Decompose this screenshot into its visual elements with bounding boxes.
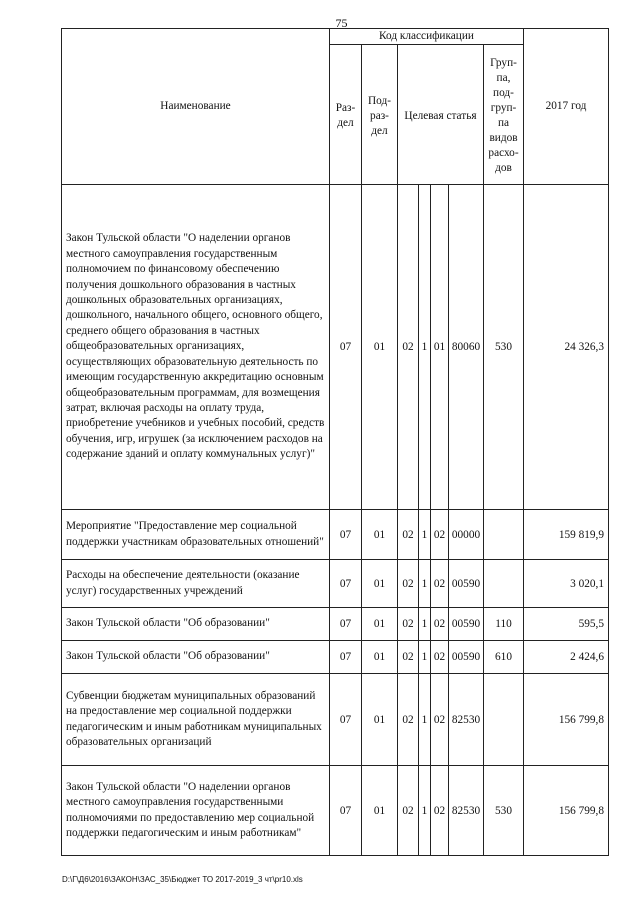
cell-razdel: 07 bbox=[330, 608, 362, 641]
cell-t4: 00590 bbox=[449, 641, 484, 674]
cell-name: Закон Тульской области "Об образовании" bbox=[62, 608, 330, 641]
cell-amount: 24 326,3 bbox=[524, 185, 609, 510]
header-code: Код классификации bbox=[330, 29, 524, 45]
cell-razdel: 07 bbox=[330, 766, 362, 856]
table-row bbox=[62, 608, 609, 641]
cell-amount: 3 020,1 bbox=[524, 560, 609, 608]
cell-name: Субвенции бюджетам муниципальных образований на предоставление мер социальной поддержки педагогическим и иным работникам муниципальных образовательных организаций bbox=[62, 674, 330, 766]
cell-t3: 02 bbox=[431, 766, 449, 856]
cell-podrazdel: 01 bbox=[362, 608, 398, 641]
cell-t2: 1 bbox=[419, 510, 431, 560]
cell-t3: 02 bbox=[431, 674, 449, 766]
cell-t1: 02 bbox=[398, 185, 419, 510]
cell-t2: 1 bbox=[419, 674, 431, 766]
table-row bbox=[62, 674, 609, 766]
header-razdel: Раз- дел bbox=[330, 45, 362, 185]
cell-name: Закон Тульской области "О наделении органов местного самоуправления государственными полномочиями по предоставлению мер социальной поддержки педагогическим и иным работникам" bbox=[62, 766, 330, 856]
cell-t2: 1 bbox=[419, 560, 431, 608]
cell-podrazdel: 01 bbox=[362, 766, 398, 856]
budget-table bbox=[61, 28, 609, 856]
cell-group bbox=[484, 674, 524, 766]
cell-podrazdel: 01 bbox=[362, 560, 398, 608]
header-podrazdel: Под- раз- дел bbox=[362, 45, 398, 185]
cell-podrazdel: 01 bbox=[362, 510, 398, 560]
header-year: 2017 год bbox=[524, 29, 609, 185]
cell-razdel: 07 bbox=[330, 641, 362, 674]
header-target: Целевая статья bbox=[398, 45, 484, 185]
cell-t3: 02 bbox=[431, 560, 449, 608]
cell-t4: 00000 bbox=[449, 510, 484, 560]
cell-group bbox=[484, 560, 524, 608]
cell-t1: 02 bbox=[398, 560, 419, 608]
table-row bbox=[62, 641, 609, 674]
cell-t4: 00590 bbox=[449, 560, 484, 608]
cell-t3: 02 bbox=[431, 608, 449, 641]
cell-razdel: 07 bbox=[330, 510, 362, 560]
cell-t4: 82530 bbox=[449, 674, 484, 766]
cell-razdel: 07 bbox=[330, 185, 362, 510]
header-group: Груп- па, под- груп- па видов расхо- дов bbox=[484, 45, 524, 185]
cell-t3: 02 bbox=[431, 641, 449, 674]
cell-amount: 159 819,9 bbox=[524, 510, 609, 560]
cell-amount: 595,5 bbox=[524, 608, 609, 641]
cell-t1: 02 bbox=[398, 608, 419, 641]
cell-podrazdel: 01 bbox=[362, 185, 398, 510]
file-path-footer: D:\Г\Д6\2016\ЗАКОН\ЗАС_35\Бюджет ТО 2017-2019_3 чт\pr10.xls bbox=[62, 875, 303, 884]
cell-name: Закон Тульской области "О наделении органов местного самоуправления государственным полномочием по финансовому обеспечению получения дошкольного образования в частных дошкольных образовательных организациях, дошкольного, начального общего, основного общего, среднего общего образования в частных общеобразовательных организациях, осуществляющих образовательную деятельность по имеющим государственную аккредитацию основным общеобразовательным программам, для возмещения затрат, включая расходы на оплату труда, приобретение учебников и учебных пособий, средств обучения, игр, игрушек (за исключением расходов на содержание зданий и оплату коммунальных услуг)" bbox=[62, 185, 330, 510]
cell-t2: 1 bbox=[419, 185, 431, 510]
cell-t1: 02 bbox=[398, 641, 419, 674]
header-name: Наименование bbox=[62, 29, 330, 185]
cell-group: 110 bbox=[484, 608, 524, 641]
cell-t2: 1 bbox=[419, 608, 431, 641]
cell-t4: 00590 bbox=[449, 608, 484, 641]
cell-amount: 2 424,6 bbox=[524, 641, 609, 674]
cell-amount: 156 799,8 bbox=[524, 766, 609, 856]
cell-group: 530 bbox=[484, 185, 524, 510]
cell-podrazdel: 01 bbox=[362, 674, 398, 766]
table-row bbox=[62, 560, 609, 608]
cell-podrazdel: 01 bbox=[362, 641, 398, 674]
cell-amount: 156 799,8 bbox=[524, 674, 609, 766]
table-row bbox=[62, 766, 609, 856]
cell-name: Расходы на обеспечение деятельности (оказание услуг) государственных учреждений bbox=[62, 560, 330, 608]
cell-razdel: 07 bbox=[330, 560, 362, 608]
cell-t3: 01 bbox=[431, 185, 449, 510]
cell-t3: 02 bbox=[431, 510, 449, 560]
cell-name: Закон Тульской области "Об образовании" bbox=[62, 641, 330, 674]
table-row bbox=[62, 510, 609, 560]
cell-t1: 02 bbox=[398, 510, 419, 560]
cell-t4: 80060 bbox=[449, 185, 484, 510]
cell-group bbox=[484, 510, 524, 560]
cell-group: 530 bbox=[484, 766, 524, 856]
cell-t2: 1 bbox=[419, 766, 431, 856]
cell-name: Мероприятие "Предоставление мер социальной поддержки участникам образовательных отношений" bbox=[62, 510, 330, 560]
cell-razdel: 07 bbox=[330, 674, 362, 766]
cell-t4: 82530 bbox=[449, 766, 484, 856]
cell-t2: 1 bbox=[419, 641, 431, 674]
cell-t1: 02 bbox=[398, 766, 419, 856]
cell-t1: 02 bbox=[398, 674, 419, 766]
table-row bbox=[62, 185, 609, 510]
page-number: 75 bbox=[335, 16, 348, 30]
cell-group: 610 bbox=[484, 641, 524, 674]
